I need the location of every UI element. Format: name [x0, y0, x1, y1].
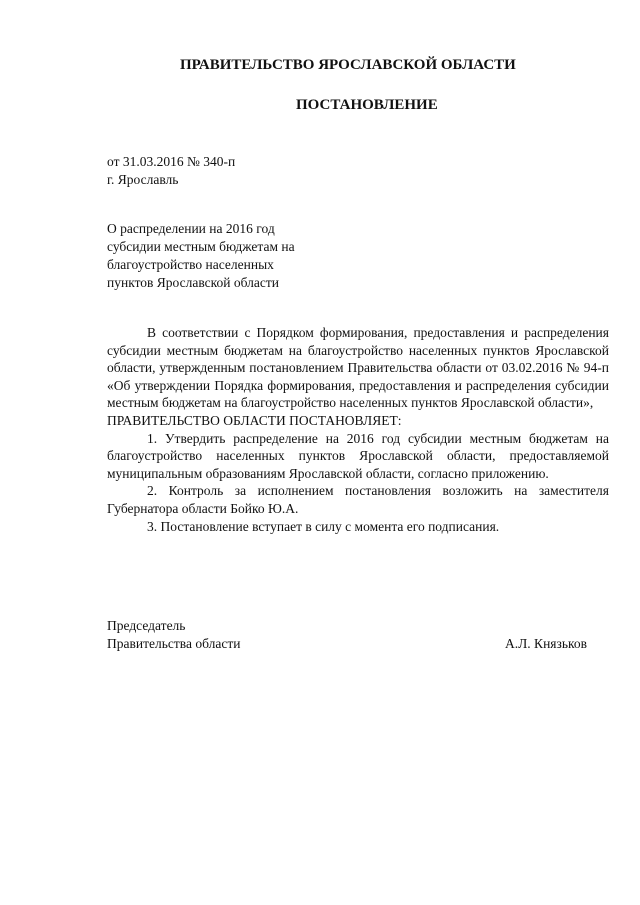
- signer-name: А.Л. Князьков: [505, 636, 587, 651]
- government-title: ПРАВИТЕЛЬСТВО ЯРОСЛАВСКОЙ ОБЛАСТИ: [180, 57, 516, 73]
- subject-line: субсидии местным бюджетам на: [107, 239, 295, 254]
- signer-title-line2: Правительства области: [107, 636, 241, 651]
- subject-line: благоустройство населенных: [107, 257, 274, 272]
- signature-block: [107, 617, 587, 653]
- resolution-heading: ПРАВИТЕЛЬСТВО ОБЛАСТИ ПОСТАНОВЛЯЕТ:: [107, 412, 402, 428]
- document-meta: [107, 153, 235, 189]
- subject-line: О распределении на 2016 год: [107, 221, 275, 236]
- city: г. Ярославль: [107, 172, 179, 187]
- subject-line: пунктов Ярославской области: [107, 275, 279, 290]
- document-type: ПОСТАНОВЛЕНИЕ: [296, 97, 438, 113]
- date-number: от 31.03.2016 № 340-п: [107, 154, 236, 169]
- signer-title-line1: Председатель: [107, 618, 186, 633]
- document-subject: [107, 220, 295, 292]
- signature-row: [107, 635, 587, 653]
- preamble-paragraph: В соответствии с Порядком формирования, предоставления и распределения субсидии местным бюджетам на благоустройство населенных пунктов Ярославской области, утвержденным постановлением Правительства области от 03.02.2016 № 94-п «Об утверждении Порядка формирования, предоставления и распределения субсидии местным бюджетам на благоустройство населенных пунктов Ярославской области»,: [107, 325, 609, 411]
- item-3-paragraph: 3. Постановление вступает в силу с момента его подписания.: [147, 518, 500, 534]
- document-body: [107, 324, 609, 535]
- item-2-paragraph: 2. Контроль за исполнением постановления возложить на заместителя Губернатора области Бойко Ю.А.: [107, 483, 609, 516]
- item-1-paragraph: 1. Утвердить распределение на 2016 год субсидии местным бюджетам на благоустройство населенных пунктов Ярославской области, предоставляемой муниципальным образованиям Ярославской области, согласно приложению.: [107, 430, 609, 481]
